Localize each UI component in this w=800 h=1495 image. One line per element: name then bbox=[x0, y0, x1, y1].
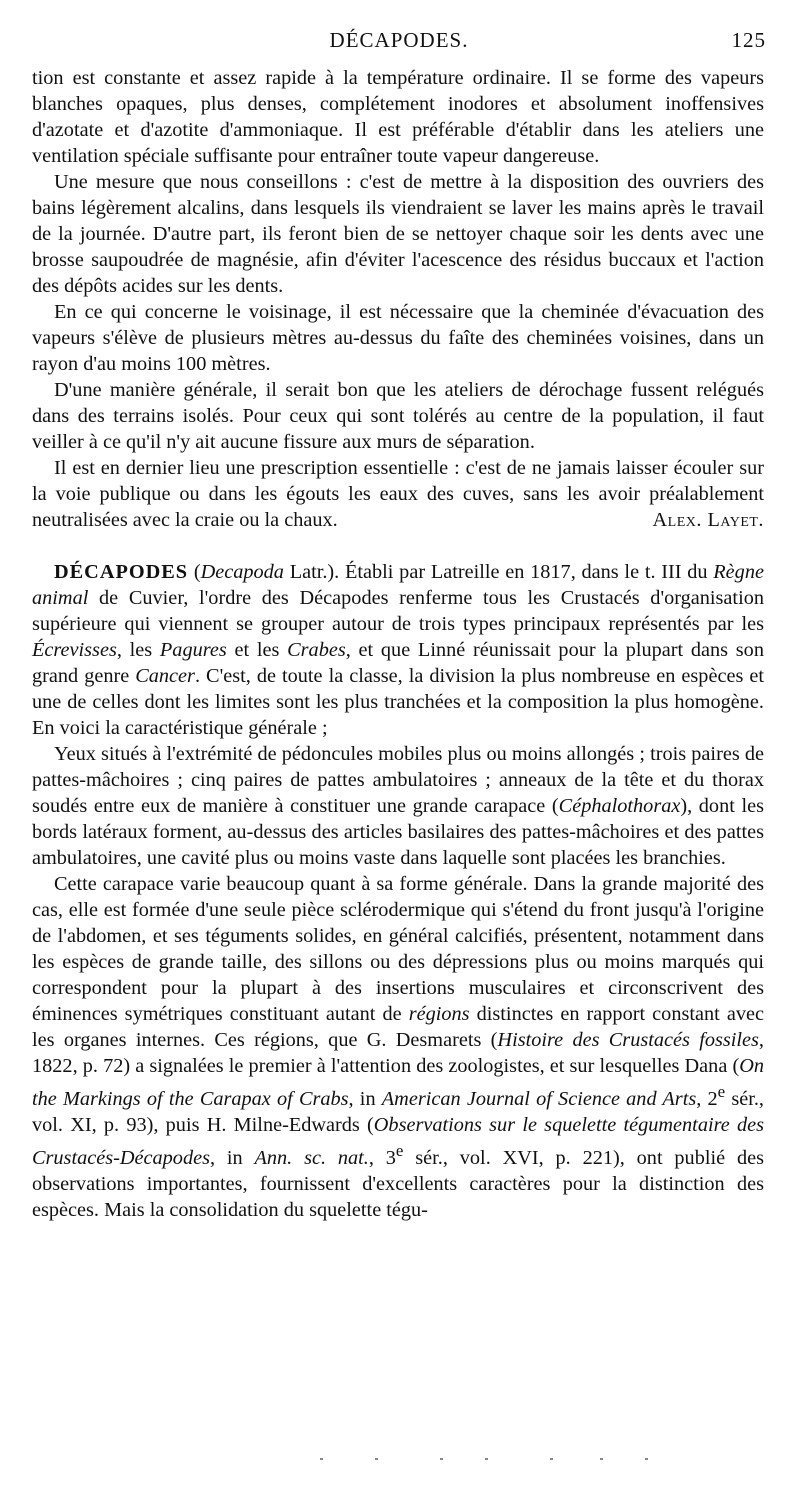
term-regions: régions bbox=[408, 1003, 470, 1025]
paragraph-text: , in bbox=[348, 1087, 382, 1110]
paragraph-text: , 3 bbox=[368, 1146, 396, 1169]
paragraph-carapace bbox=[32, 871, 764, 1223]
genus-name: Cancer bbox=[135, 665, 195, 687]
type-name: Pagures bbox=[159, 639, 227, 661]
type-name: Écrevisses bbox=[32, 639, 117, 661]
entry-text: , et que Linné réunissait pour la plupart dans son grand genre bbox=[32, 639, 764, 687]
body-text bbox=[32, 65, 764, 1223]
type-name: Crabes bbox=[287, 639, 346, 661]
prescription-text: Il est en dernier lieu une prescription essentielle : c'est de ne jamais laisser écouler sur la voie publique ou dans les égouts les eaux des cuves, sans les avoir préalablement neutralisées avec la craie ou la chaux. bbox=[32, 457, 764, 531]
running-header bbox=[32, 28, 766, 58]
paragraph-text: Cette carapace varie beaucoup quant à sa forme générale. Dans la grande majorité des cas, elle est formée d'une seule pièce sclérodermique qui s'étend du front jusqu'à l'origine de l'abdomen, et ses téguments solides, en général calcifiés, présentent, notamment dans les espèces de grande taille, des sillons ou des dépressions plus ou moins marqués qui correspondent pour la plupart à des insertions musculaires et circonscrivent des éminences symétriques constituant autant de bbox=[32, 873, 764, 1025]
entry-text: de Cuvier, l'ordre des Décapodes renferme tous les Crustacés d'organisation supérieure qui viennent se grouper autour de trois types principaux représentés par les bbox=[32, 587, 764, 635]
entry-text: . C'est, de toute la classe, la division la plus nombreuse en espèces et une de celles dont les limites sont les plus tranchées et la composition la plus homogène. En voici la caractéristique générale ; bbox=[32, 665, 764, 739]
page-number: 125 bbox=[731, 28, 766, 52]
entry-decapodes bbox=[32, 559, 764, 741]
entry-headword: DÉCAPODES bbox=[54, 561, 189, 583]
latin-name: Decapoda bbox=[200, 561, 284, 583]
paragraph-text: , in bbox=[210, 1146, 255, 1169]
term-cephalothorax: Céphalothorax bbox=[558, 795, 681, 817]
entry-separator bbox=[32, 533, 764, 559]
work-title: Règne animal bbox=[32, 561, 764, 609]
journal-title: Ann. sc. nat. bbox=[254, 1146, 369, 1169]
paragraph-text: ), dont les bords latéraux forment, au-dessus des articles basilaires des pattes-mâchoires et des pattes ambulatoires, une cavité plus ou moins vaste dans laquelle sont placées les branchies. bbox=[32, 795, 764, 869]
entry-text: Latr.). Établi par Latreille en 1817, dans le t. III du bbox=[283, 561, 714, 583]
entry-text: , les bbox=[116, 639, 160, 661]
scan-specks bbox=[300, 1458, 680, 1464]
work-title: Histoire des Crustacés fossiles bbox=[497, 1029, 759, 1051]
paragraph-hygiene-measures: Une mesure que nous conseillons : c'est de mettre à la disposition des ouvriers des bains légèrement alcalins, dans lesquels ils viendraient se laver les mains après le travail de la journée. D'autre part, ils feront bien de se nettoyer chaque soir les dents avec une brosse saupoudrée de magnésie, afin d'éviter l'acescence des résidus buccaux et l'action des dépôts acides sur les dents. bbox=[32, 171, 764, 297]
entry-text: et les bbox=[226, 639, 288, 661]
paragraph-text: sér., vol. XVI, p. 221), ont publié des observations importantes, fournissent d'excellents caractères pour la distinction des espèces. Mais la consolidation du squelette tégu- bbox=[32, 1146, 764, 1221]
author-signature: Alex. Layet. bbox=[652, 509, 764, 531]
paragraph-text: , 1822, p. 72) a signalées le premier à l'attention des zoologistes, et sur lesquelles Dana ( bbox=[32, 1029, 764, 1077]
superscript: e bbox=[717, 1082, 726, 1101]
work-title: Observations sur le squelette tégumentaire des Crustacés-Décapodes bbox=[32, 1113, 764, 1169]
superscript: e bbox=[395, 1140, 404, 1160]
paragraph-text: sér., vol. XI, p. 93), puis H. Milne-Edwards ( bbox=[32, 1087, 764, 1136]
journal-title: American Journal of Science and Arts bbox=[381, 1087, 697, 1110]
paragraph-text: Yeux situés à l'extrémité de pédoncules mobiles plus ou moins allongés ; trois paires de pattes-mâchoires ; cinq paires de pattes ambulatoires ; anneaux de la tête et du thorax soudés entre eux de manière à constituer une grande carapace ( bbox=[32, 743, 764, 817]
paragraph-isolation: D'une manière générale, il serait bon que les ateliers de dérochage fussent relégués dans des terrains isolés. Pour ceux qui sont tolérés au centre de la population, il faut veiller à ce qu'il n'y ait aucune fissure aux murs de séparation. bbox=[32, 379, 764, 453]
paragraph-chimney: En ce qui concerne le voisinage, il est nécessaire que la cheminée d'évacuation des vapeurs s'élève de plusieurs mètres au-dessus du faîte des cheminées voisines, dans un rayon d'au moins 100 mètres. bbox=[32, 301, 764, 375]
paragraph-text: distinctes en rapport constant avec les organes internes. Ces régions, que G. Desmarets ( bbox=[32, 1003, 764, 1051]
paragraph-prescription bbox=[32, 455, 764, 533]
running-title: DÉCAPODES. bbox=[329, 28, 469, 52]
paragraph-text: , 2 bbox=[696, 1087, 718, 1110]
work-title: On the Markings of the Carapax of Crabs bbox=[32, 1055, 764, 1110]
entry-text: ( bbox=[188, 561, 201, 583]
paragraph-characteristics bbox=[32, 741, 764, 871]
paragraph-continuation: tion est constante et assez rapide à la température ordinaire. Il se forme des vapeurs blanches opaques, plus denses, complétement inodores et absolument inoffensives d'azotate et d'azotite d'ammoniaque. Il est préférable d'établir dans les ateliers une ventilation spéciale suffisante pour entraîner toute vapeur dangereuse. bbox=[32, 67, 764, 167]
